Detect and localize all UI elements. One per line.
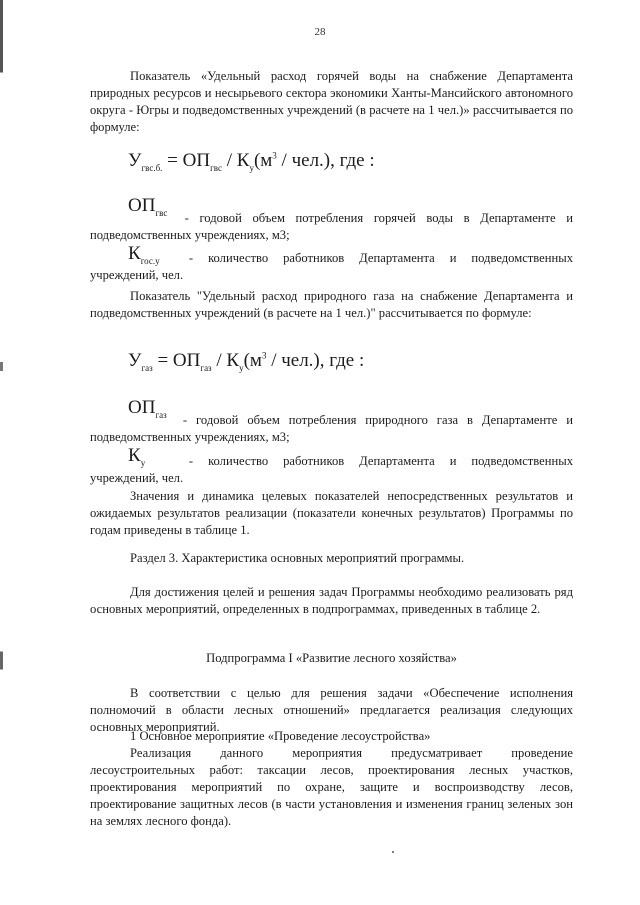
paragraph-main-activities: Для достижения целей и решения задач Программы необходимо реализовать ряд основных мероприятий, определенных в подпрограммах, приведенных в таблице 2.: [90, 585, 573, 616]
definition-op-gvs: - годовой объем потребления горячей воды в Департаменте и подведомственных учреждениях, м3;: [90, 211, 573, 242]
paragraph-subprogram-goal: В соответствии с целью для решения задачи «Обеспечение исполнения полномочий в области лесных отношений» предлагается реализация следующих основных мероприятий.: [90, 686, 573, 734]
symbol-op-gaz: $ОП_{газ}$: [128, 397, 167, 420]
paragraph-forest-management: Реализация данного мероприятия предусматривает проведение лесоустроительных работ: таксации лесов, проектирования лесных участков, проектирования мероприятий по охране, защите и воспроизводству лесов, проектирование защитных лесов (в части установления и изменения границ зеленых зон на землях лесного фонда).: [90, 746, 573, 828]
page-number: 28: [314, 26, 326, 38]
formula-gas: $У_{газ} = ОП_{газ} / К_у(м^3 / чел.)$, где :: [128, 350, 365, 373]
subprogram-heading: Подпрограмма I «Развитие лесного хозяйства»: [206, 651, 457, 665]
main-activity-1-heading: 1 Основное мероприятие «Проведение лесоустройства»: [130, 729, 431, 743]
definition-op-gaz: - годовой объем потребления природного газа в Департаменте и подведомственных учреждениях, м3;: [90, 413, 573, 444]
symbol-op-gvs: $ОП_{гвс}$: [128, 195, 168, 218]
scan-speck: [392, 851, 394, 853]
symbol-k-u: $К_у$: [128, 445, 146, 468]
definition-k-gos: - количество работников Департамента и подведомственных учреждений, чел.: [90, 251, 573, 282]
symbol-k-gos: $К_{гос.у}$: [128, 243, 160, 266]
scan-edge: [0, 0, 3, 905]
paragraph-hot-water-indicator: Показатель «Удельный расход горячей воды на снабжение Департамента природных ресурсов и несырьевого сектора экономики Ханты-Мансийского автономного округа - Югры и подведомственных учреждений (в расчете на 1 чел.)» рассчитывается по формуле:: [90, 69, 573, 134]
section-3-heading: Раздел 3. Характеристика основных мероприятий программы.: [130, 551, 465, 565]
paragraph-target-indicators: Значения и динамика целевых показателей непосредственных результатов и ожидаемых результатов реализации (показатели конечных результатов) Программы по годам приведены в таблице 1.: [90, 489, 573, 537]
paragraph-gas-indicator: Показатель "Удельный расход природного газа на снабжение Департамента и подведомственных учреждений (в расчете на 1 чел.)" рассчитывается по формуле:: [90, 289, 573, 320]
definition-k-u: - количество работников Департамента и подведомственных учреждений, чел.: [90, 454, 573, 485]
formula-hot-water: $У_{гвс.б.} = ОП_{гвс} / К_у(м^3 / чел.)$, где :: [128, 150, 375, 173]
